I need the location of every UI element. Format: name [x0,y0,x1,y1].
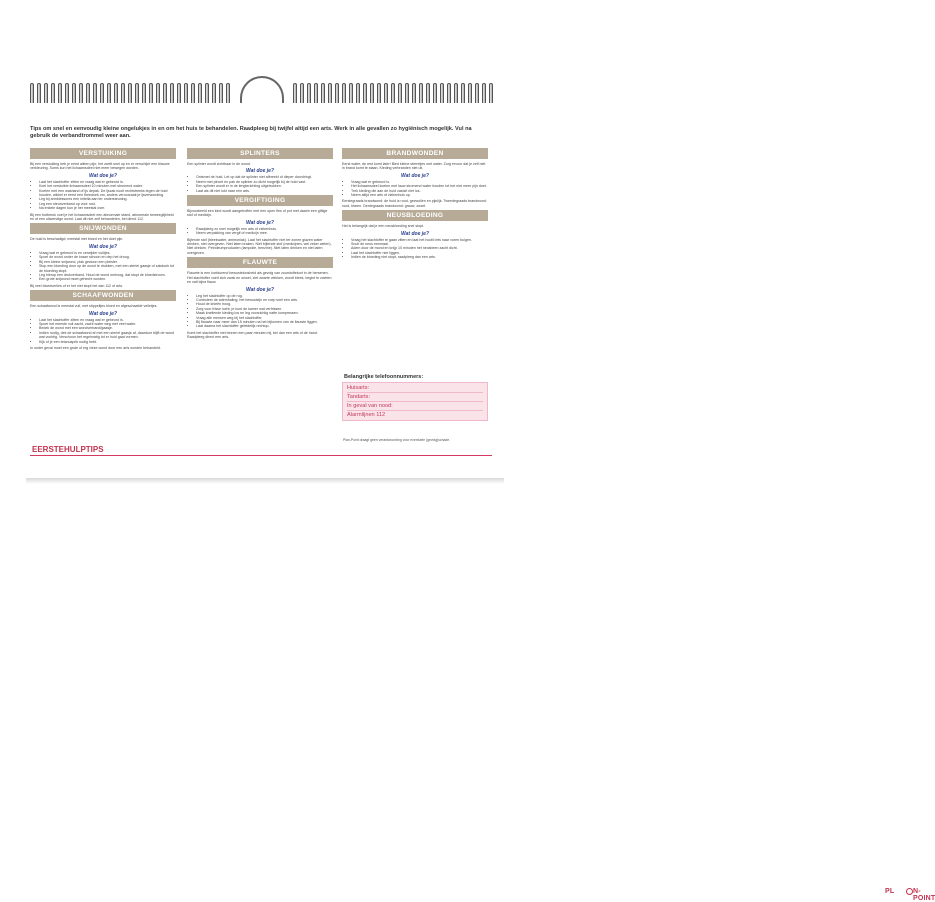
logo-ring-icon [906,888,913,895]
telephone-row-alarm: Alarmlijnen 112 [347,412,386,418]
list-item: • Leg het slachtoffer op de rug. [196,294,333,298]
section-note: Komt het slachtoffer niet binnen een paar minuten bij, bel dan een arts of de hand. Raadpleeg direct een arts. [187,330,318,340]
disclaimer-note: Plan-Point draagt geen verantwoording voor eventuele (gevolg)schade. [343,438,451,442]
list-item: • Vraag alle mensen weg bij het slachtoffer. [196,316,333,320]
list-item: • Maak knellende kleding los en leg voorzichtig natte kompressen. [196,311,333,315]
section-header-neusbloeding: NEUSBLOEDING [342,210,488,221]
wat-doe-je-heading: Wat doe je? [246,286,274,293]
telephone-row-tandarts[interactable]: Tandarts: [347,393,483,402]
list-item: • Koelen met een washand of ijs depak. De ijszak nooit rechtstreeks tegen de huid houden, wikkel er eerst een theedoek om, anders veroorzaak je ijsverwonding. [39,189,176,198]
column-right [342,148,488,262]
list-item: • Bij een kleine snijwond, plak gewoon een pleister. [39,260,176,264]
list-item: • Vraag wat er gebeurd is en verwijder vuiltjes. [39,251,176,255]
list-item: • Laat daarna het slachtoffer geleidelijk rechtop. [196,324,333,328]
list-item: • Raadpleeg zo snel mogelijk een arts of ziekenhuis. [196,227,333,231]
steps-list [187,227,333,236]
steps-list [187,294,333,329]
list-item: • Een grote snijwond moet gehecht worden. [39,277,176,281]
section-text: Bijvoorbeeld een kind wordt aangetroffen met een open fles of pot met daarin een giftige stof of medicijn. [187,209,328,218]
list-item: • Trek kleding die aan de huid vastzit niet los. [351,189,488,193]
list-item: • Bij flauwte naar meer dan 15 minuten na het bijkomen van de flauwte liggen. [196,320,333,324]
wat-doe-je-heading: Wat doe je? [89,310,117,317]
section-header-vergiftiging: VERGIFTIGING [187,195,333,206]
list-item: • Spoel de wond onder de kraan schoon en dep het droog. [39,255,176,259]
column-left [30,148,176,352]
list-item: • Laat als dit niet lukt naar een arts. [196,189,333,193]
logo-text-left: PL [885,888,895,895]
logo-text-right: N-POINT [913,888,935,902]
section-header-flauwte: FLAUWTE [187,257,333,268]
section-note: Bij een botbreuk voel je het lichaamsdeel een abnormale stand, abnormale beweeglijkheid en of een uitwendige wond. Laat dit niet zelf behandelen, bel direct 112. [30,212,174,222]
list-item: • Ontsmet de huid. Let op dat de splinter niet afbreekt of dieper doordringt. [196,175,333,179]
list-item: • Laat het slachtoffer niet liggen. [351,251,488,255]
list-item: • Indien de bloeding niet stopt, raadpleeg dan een arts. [351,255,488,259]
list-item: • Koel het verstuikte lichaamsdeel 10 minuten met stromend water. [39,184,176,188]
section-text: Een splinter wordt zichtbaar in de wond. [187,162,251,166]
section-header-snijwonden: SNIJWONDEN [30,223,176,234]
list-item: • Vraag het slachtoffer te gaan zitten en laat het hoofd iets naar voren buigen. [351,238,488,242]
section-note: Eerstegraads brandwond: de huid is rood, gezwollen en pijnlijk. Tweedegraads brandwond: rood, blaren. Derdegraads brandwond: grauw, zwart. [342,199,487,208]
list-item: • Neem met pincet en pak de splinter zo dicht mogelijk bij de huid vast. [196,180,333,184]
section-text: De huid is beschadigd; meestal met bloed en het doet pijn. [30,237,124,242]
wat-doe-je-heading: Wat doe je? [246,168,274,175]
list-item: • Het lichaamsdeel koelen met lauw stromend water houden tot het niet meer pijn doet. [351,184,488,188]
section-text: Een schaafwond is meestal vuil, met stippeltjes bloed en afgeschaafde velletjes. [30,304,158,309]
list-item: • Houd de knieën hoog. [196,302,333,306]
section-header-splinters: SPLINTERS [187,148,333,159]
intro-text: Tips om snel en eenvoudig kleine ongelukjes in en om het huis te behandelen. Raadpleeg bij twijfel altijd een arts. Werk in alle gevallen zo hygiënisch mogelijk. Vul na gebruik de verbandtrommel weer aan. [30,126,472,139]
list-item: • Controleer de ademhaling; het bewustzijn en roep snel een arts. [196,298,333,302]
list-item: • Leg hierop een drukverband. Houd de wond omhoog, dat stopt de bloedstroom. [39,273,176,277]
list-item: • Na enkele dagen kun je het meestal over. [39,206,176,210]
steps-list [30,251,176,282]
section-note: Bijtende stof (bleekwater, ammoniak). Laat het slachtoffer niet ter zonee glazen water drinken, niet overgeven. Niet laten braken. Niet bijtende stof (medicijnen, wel zeker weten). Niet drinken. Petroleumproducten (lampolie, benzine). Niet laten drinken en niet laten overgeven. [187,237,332,255]
telephone-title: Belangrijke telefoonnummers: [344,374,424,380]
steps-list [342,180,488,198]
list-item: • Spoel het meeste vuil zacht, zacht water weg met veel water. [39,322,176,326]
wat-doe-je-heading: Wat doe je? [401,230,429,237]
page-shadow [26,478,504,484]
steps-list [342,238,488,260]
section-header-verstuiking: VERSTUIKING [30,148,176,159]
list-item: • Vraag wat er gebeurd is. [351,180,488,184]
section-text: Het is belangrijk dat je een neusbloeding snel stopt. [342,224,425,229]
telephone-row-nood[interactable]: In geval van nood: [347,402,483,411]
section-note: Bij veel bloedverlies of er het niet stopt bel dan 112 of arts. [30,283,124,288]
steps-list [187,175,333,193]
telephone-box [342,382,488,421]
list-item: • Laat het slachtoffer zitten en vraag wat er gebeurd is. [39,318,176,322]
list-item: • Leg bij armblessures een mitella aan ter ondersteuning. [39,197,176,201]
list-item: • Laat het slachtoffer zitten en vraag wat er gebeurd is. [39,180,176,184]
list-item: • Neem altijd een arts of ziekenhuis op. [351,193,488,197]
list-item: • Adem door de mond en knijp 10 minuten het neusbeen zacht dicht. [351,246,488,250]
list-item: • Indien nodig, dek de schaafwond af met een steriel gaasje af, daardoor blijft de wond wat vochtig. Verschoon het regelmatig tot er huid gaat vormen. [39,331,176,340]
wat-doe-je-heading: Wat doe je? [89,172,117,179]
section-header-schaafwonden: SCHAAFWONDEN [30,290,176,301]
list-item: • Snuit de neus eenmaal. [351,242,488,246]
list-item: • Bedek de wond met een wondverband/gaasje. [39,326,176,330]
footer-divider [30,455,492,456]
column-middle [187,148,333,342]
telephone-block [342,374,488,421]
list-item: • Leg een steunverband op voor rust. [39,202,176,206]
wat-doe-je-heading: Wat doe je? [401,172,429,179]
list-item: • Zorg voor frisse lucht; je kunt de kamer wat verfrissen. [196,307,333,311]
list-item: • Een splinter wordt er in de lengterichting uitgetrokken. [196,184,333,188]
wat-doe-je-heading: Wat doe je? [246,219,274,226]
section-text: Eerst water, de rest komt later! Bied kleine sterretjes met water. Zorg ervoor dat je zelf niet in brand komt te staan. Kleding verbranden niet uit. [342,162,486,171]
section-text: Bij een verstuiking heb je eerst alleen pijn; het zwelt snel op en er verschijnt een blauwe verkleuring. Soms kun het lichaamsdeel niet meer bewegen worden. [30,162,170,171]
list-item: • Neem verpakking van vergif of medicijn mee. [196,231,333,235]
steps-list [30,318,176,344]
section-text: Flauwte is een kortdurend bewusteloosheid als gevolg van zuurstoftekort in de hersenen. Het slachtoffer voelt zich zwak en onwel, ziet zwarte vlekken, wordt bleek, begint te zweten en valt bijna flauw. [187,271,332,285]
section-header-brandwonden: BRANDWONDEN [342,148,488,159]
steps-list [30,180,176,211]
wat-doe-je-heading: Wat doe je? [89,243,117,250]
telephone-row-huisarts[interactable]: Huisarts: [347,384,483,393]
footer-title: EERSTEHULPTIPS [32,445,104,454]
plan-point-logo [441,443,935,902]
list-item: • Kijk of je een tetanusprik nodig hebt. [39,340,176,344]
list-item: • Stop een bloeding door op de wond te drukken, met een steriel gaasje of zakdoek tot de bloeding stopt. [39,264,176,273]
section-note: In onder geval moet een grote of erg vieze wond door een arts worden behandeld. [30,345,161,350]
